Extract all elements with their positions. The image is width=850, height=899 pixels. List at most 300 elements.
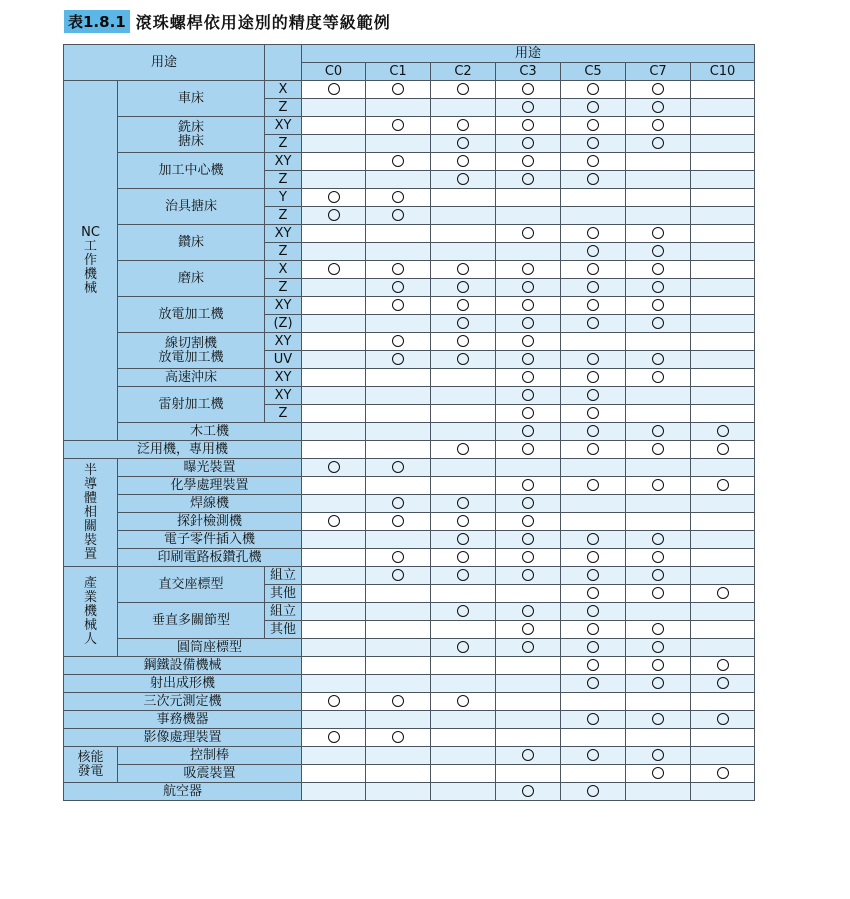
accuracy-grade-table: [63, 44, 755, 801]
application-label: [118, 639, 302, 657]
grade-cell-c5: [561, 621, 626, 639]
category-char: 半: [83, 462, 97, 478]
grade-cell-c3: [496, 729, 561, 747]
grade-cell-c3: [496, 99, 561, 117]
circle-mark-icon: [652, 767, 664, 779]
circle-mark-icon: [652, 569, 664, 581]
application-label: [118, 531, 302, 549]
application-label: [64, 783, 302, 801]
grade-cell-c0: [302, 135, 366, 153]
axis-label: X: [265, 81, 302, 99]
circle-mark-icon: [522, 551, 534, 563]
grade-header-c7: C7: [626, 63, 691, 81]
circle-mark-icon: [392, 83, 404, 95]
circle-mark-icon: [652, 641, 664, 653]
table-row: [64, 765, 755, 783]
table-row: [64, 369, 755, 387]
grade-cell-c5: [561, 477, 626, 495]
circle-mark-icon: [457, 335, 469, 347]
circle-mark-icon: [522, 137, 534, 149]
grade-cell-c1: [366, 711, 431, 729]
grade-header-c1: C1: [366, 63, 431, 81]
table-row: [64, 117, 755, 135]
grade-cell-c10: [691, 603, 755, 621]
grade-cell-c1: [366, 135, 431, 153]
axis-label: XY: [265, 117, 302, 135]
application-label-line: 事務機器: [156, 711, 209, 727]
axis-label: 其他: [265, 621, 302, 639]
grade-cell-c7: [626, 693, 691, 711]
circle-mark-icon: [522, 515, 534, 527]
circle-mark-icon: [717, 587, 729, 599]
circle-mark-icon: [652, 551, 664, 563]
circle-mark-icon: [457, 263, 469, 275]
circle-mark-icon: [587, 83, 599, 95]
application-label: [118, 459, 302, 477]
grade-cell-c10: [691, 693, 755, 711]
application-label-line: 航空器: [162, 783, 202, 799]
grade-cell-c5: [561, 711, 626, 729]
grade-cell-c7: [626, 171, 691, 189]
grade-cell-c5: [561, 405, 626, 423]
category-label: [64, 567, 118, 657]
table-number: 表1.8.1: [64, 10, 130, 33]
axis-label: XY: [265, 153, 302, 171]
category-label: [64, 459, 118, 567]
category-char: 導: [83, 476, 97, 492]
grade-cell-c3: [496, 225, 561, 243]
circle-mark-icon: [392, 263, 404, 275]
grade-cell-c10: [691, 153, 755, 171]
grade-cell-c5: [561, 261, 626, 279]
circle-mark-icon: [522, 371, 534, 383]
grade-cell-c10: [691, 675, 755, 693]
grade-cell-c7: [626, 729, 691, 747]
grade-cell-c0: [302, 189, 366, 207]
header-row-top: [64, 45, 755, 63]
grade-cell-c10: [691, 783, 755, 801]
application-label: [118, 153, 265, 189]
application-label-line: 鑽床: [177, 234, 204, 250]
grade-cell-c10: [691, 441, 755, 459]
table-row: [64, 387, 755, 405]
grade-cell-c2: [431, 171, 496, 189]
table-row: [64, 441, 755, 459]
grade-cell-c3: [496, 261, 561, 279]
grade-cell-c5: [561, 675, 626, 693]
grade-cell-c2: [431, 315, 496, 333]
grade-cell-c10: [691, 513, 755, 531]
grade-cell-c7: [626, 711, 691, 729]
circle-mark-icon: [457, 119, 469, 131]
grade-cell-c0: [302, 639, 366, 657]
circle-mark-icon: [587, 479, 599, 491]
grade-cell-c1: [366, 351, 431, 369]
application-label: [118, 495, 302, 513]
grade-cell-c7: [626, 117, 691, 135]
grade-cell-c1: [366, 405, 431, 423]
circle-mark-icon: [652, 227, 664, 239]
grade-cell-c5: [561, 99, 626, 117]
circle-mark-icon: [392, 353, 404, 365]
grade-cell-c0: [302, 207, 366, 225]
grade-cell-c3: [496, 459, 561, 477]
category-char: 機: [83, 266, 97, 282]
application-label-line: 化學處理裝置: [170, 477, 249, 493]
circle-mark-icon: [587, 353, 599, 365]
grade-cell-c7: [626, 315, 691, 333]
table-row: [64, 675, 755, 693]
circle-mark-icon: [522, 425, 534, 437]
table-row: [64, 783, 755, 801]
grade-cell-c10: [691, 135, 755, 153]
circle-mark-icon: [522, 569, 534, 581]
grade-cell-c7: [626, 459, 691, 477]
grade-cell-c5: [561, 549, 626, 567]
circle-mark-icon: [392, 281, 404, 293]
grade-cell-c5: [561, 243, 626, 261]
axis-label: Z: [265, 135, 302, 153]
circle-mark-icon: [652, 263, 664, 275]
circle-mark-icon: [522, 497, 534, 509]
axis-label: XY: [265, 369, 302, 387]
application-label: [118, 189, 265, 225]
application-label-line: 治具搪床: [164, 198, 217, 214]
grade-cell-c2: [431, 765, 496, 783]
application-label: [64, 657, 302, 675]
grade-cell-c0: [302, 117, 366, 135]
circle-mark-icon: [652, 623, 664, 635]
circle-mark-icon: [587, 533, 599, 545]
application-label-line: 曝光裝置: [183, 459, 236, 475]
grade-cell-c10: [691, 207, 755, 225]
grade-cell-c10: [691, 549, 755, 567]
grade-cell-c0: [302, 729, 366, 747]
circle-mark-icon: [328, 83, 340, 95]
grade-cell-c7: [626, 333, 691, 351]
application-label-line: 磨床: [177, 270, 204, 286]
grade-cell-c2: [431, 603, 496, 621]
grade-cell-c10: [691, 585, 755, 603]
grade-cell-c7: [626, 297, 691, 315]
circle-mark-icon: [652, 281, 664, 293]
grade-cell-c7: [626, 99, 691, 117]
circle-mark-icon: [652, 479, 664, 491]
grade-cell-c7: [626, 657, 691, 675]
grade-cell-c2: [431, 783, 496, 801]
grade-cell-c10: [691, 657, 755, 675]
circle-mark-icon: [652, 749, 664, 761]
application-label: [118, 423, 302, 441]
circle-mark-icon: [587, 677, 599, 689]
grade-cell-c3: [496, 81, 561, 99]
grade-cell-c1: [366, 477, 431, 495]
grade-cell-c2: [431, 513, 496, 531]
grade-cell-c1: [366, 369, 431, 387]
application-label-line: 吸震裝置: [183, 765, 236, 781]
grade-cell-c0: [302, 783, 366, 801]
grade-cell-c10: [691, 261, 755, 279]
grade-cell-c0: [302, 387, 366, 405]
circle-mark-icon: [457, 569, 469, 581]
grade-cell-c1: [366, 297, 431, 315]
grade-cell-c10: [691, 351, 755, 369]
category-char: 工: [83, 238, 97, 254]
grade-cell-c3: [496, 621, 561, 639]
grade-cell-c2: [431, 621, 496, 639]
circle-mark-icon: [522, 281, 534, 293]
category-char: 相: [83, 504, 97, 520]
circle-mark-icon: [717, 479, 729, 491]
grade-cell-c1: [366, 567, 431, 585]
grade-cell-c7: [626, 225, 691, 243]
circle-mark-icon: [587, 101, 599, 113]
grade-cell-c5: [561, 747, 626, 765]
circle-mark-icon: [457, 281, 469, 293]
axis-label: 其他: [265, 585, 302, 603]
axis-label: XY: [265, 333, 302, 351]
circle-mark-icon: [392, 191, 404, 203]
grade-cell-c2: [431, 297, 496, 315]
grade-cell-c5: [561, 657, 626, 675]
grade-cell-c7: [626, 513, 691, 531]
grade-cell-c0: [302, 297, 366, 315]
table-row: [64, 693, 755, 711]
grade-cell-c3: [496, 333, 561, 351]
grade-cell-c1: [366, 333, 431, 351]
axis-label: UV: [265, 351, 302, 369]
grade-cell-c10: [691, 81, 755, 99]
grade-cell-c2: [431, 117, 496, 135]
grade-cell-c7: [626, 765, 691, 783]
grade-cell-c2: [431, 711, 496, 729]
grade-cell-c3: [496, 513, 561, 531]
grade-cell-c0: [302, 531, 366, 549]
table-caption: 滾珠螺桿依用途別的精度等級範例: [135, 12, 391, 32]
grade-cell-c0: [302, 657, 366, 675]
grade-cell-c3: [496, 549, 561, 567]
grade-cell-c3: [496, 405, 561, 423]
table-row: [64, 153, 755, 171]
grade-cell-c3: [496, 279, 561, 297]
circle-mark-icon: [522, 443, 534, 455]
axis-label: (Z): [265, 315, 302, 333]
grade-cell-c7: [626, 549, 691, 567]
grade-cell-c1: [366, 585, 431, 603]
usage-header-right: 用途: [302, 45, 755, 63]
circle-mark-icon: [328, 209, 340, 221]
circle-mark-icon: [522, 785, 534, 797]
grade-cell-c1: [366, 153, 431, 171]
circle-mark-icon: [652, 371, 664, 383]
grade-cell-c0: [302, 747, 366, 765]
grade-cell-c3: [496, 153, 561, 171]
circle-mark-icon: [587, 587, 599, 599]
application-label-line: 焊線機: [189, 495, 229, 511]
circle-mark-icon: [392, 119, 404, 131]
table-row: [64, 423, 755, 441]
grade-cell-c1: [366, 225, 431, 243]
circle-mark-icon: [522, 83, 534, 95]
grade-cell-c10: [691, 333, 755, 351]
grade-cell-c10: [691, 387, 755, 405]
grade-cell-c1: [366, 81, 431, 99]
circle-mark-icon: [652, 101, 664, 113]
grade-cell-c0: [302, 225, 366, 243]
grade-cell-c5: [561, 207, 626, 225]
circle-mark-icon: [587, 749, 599, 761]
grade-header-c3: C3: [496, 63, 561, 81]
circle-mark-icon: [652, 677, 664, 689]
grade-cell-c1: [366, 747, 431, 765]
application-label: [64, 729, 302, 747]
circle-mark-icon: [522, 317, 534, 329]
circle-mark-icon: [457, 695, 469, 707]
table-row: [64, 603, 755, 621]
table-row: [64, 657, 755, 675]
circle-mark-icon: [587, 443, 599, 455]
grade-cell-c10: [691, 189, 755, 207]
grade-cell-c7: [626, 261, 691, 279]
circle-mark-icon: [328, 515, 340, 527]
grade-cell-c1: [366, 117, 431, 135]
application-label: [118, 117, 265, 153]
axis-label: 組立: [265, 603, 302, 621]
grade-cell-c0: [302, 621, 366, 639]
grade-cell-c10: [691, 747, 755, 765]
grade-cell-c5: [561, 513, 626, 531]
category-char: 作: [83, 252, 97, 268]
circle-mark-icon: [587, 119, 599, 131]
grade-cell-c10: [691, 729, 755, 747]
table-row: [64, 495, 755, 513]
grade-cell-c5: [561, 495, 626, 513]
circle-mark-icon: [392, 569, 404, 581]
grade-cell-c10: [691, 369, 755, 387]
circle-mark-icon: [652, 587, 664, 599]
grade-cell-c5: [561, 387, 626, 405]
grade-cell-c2: [431, 639, 496, 657]
grade-cell-c0: [302, 153, 366, 171]
application-label-line: 加工中心機: [158, 162, 224, 178]
circle-mark-icon: [587, 407, 599, 419]
circle-mark-icon: [457, 353, 469, 365]
grade-cell-c3: [496, 693, 561, 711]
circle-mark-icon: [652, 659, 664, 671]
grade-cell-c3: [496, 315, 561, 333]
circle-mark-icon: [522, 749, 534, 761]
grade-cell-c10: [691, 99, 755, 117]
grade-cell-c1: [366, 693, 431, 711]
table-row: [64, 639, 755, 657]
circle-mark-icon: [522, 263, 534, 275]
category-char: 體: [83, 490, 97, 506]
grade-cell-c0: [302, 405, 366, 423]
circle-mark-icon: [652, 425, 664, 437]
grade-cell-c3: [496, 351, 561, 369]
grade-cell-c0: [302, 369, 366, 387]
circle-mark-icon: [457, 299, 469, 311]
grade-cell-c0: [302, 711, 366, 729]
grade-cell-c3: [496, 495, 561, 513]
grade-cell-c3: [496, 441, 561, 459]
circle-mark-icon: [328, 461, 340, 473]
application-label: [118, 261, 265, 297]
grade-cell-c5: [561, 441, 626, 459]
grade-cell-c7: [626, 189, 691, 207]
grade-cell-c1: [366, 621, 431, 639]
application-label: [118, 513, 302, 531]
circle-mark-icon: [652, 317, 664, 329]
grade-cell-c10: [691, 423, 755, 441]
axis-label: XY: [265, 387, 302, 405]
grade-cell-c3: [496, 387, 561, 405]
grade-cell-c5: [561, 603, 626, 621]
grade-cell-c0: [302, 315, 366, 333]
category-char: 核能: [77, 749, 104, 765]
grade-cell-c0: [302, 81, 366, 99]
grade-cell-c10: [691, 639, 755, 657]
grade-cell-c1: [366, 513, 431, 531]
grade-cell-c10: [691, 297, 755, 315]
circle-mark-icon: [652, 83, 664, 95]
table-row: [64, 729, 755, 747]
axis-label: XY: [265, 297, 302, 315]
circle-mark-icon: [522, 641, 534, 653]
circle-mark-icon: [652, 245, 664, 257]
circle-mark-icon: [328, 191, 340, 203]
application-label: [118, 297, 265, 333]
grade-cell-c7: [626, 135, 691, 153]
grade-cell-c1: [366, 387, 431, 405]
circle-mark-icon: [457, 605, 469, 617]
grade-cell-c3: [496, 207, 561, 225]
grade-cell-c2: [431, 243, 496, 261]
category-char: 械: [83, 280, 97, 296]
grade-cell-c5: [561, 369, 626, 387]
circle-mark-icon: [587, 389, 599, 401]
grade-cell-c7: [626, 639, 691, 657]
category-char: NC: [81, 224, 100, 240]
circle-mark-icon: [457, 641, 469, 653]
grade-cell-c5: [561, 117, 626, 135]
grade-cell-c2: [431, 585, 496, 603]
grade-cell-c7: [626, 783, 691, 801]
grade-cell-c5: [561, 423, 626, 441]
circle-mark-icon: [587, 245, 599, 257]
circle-mark-icon: [652, 353, 664, 365]
grade-cell-c7: [626, 585, 691, 603]
axis-label: Z: [265, 405, 302, 423]
grade-cell-c1: [366, 279, 431, 297]
grade-cell-c1: [366, 261, 431, 279]
grade-cell-c1: [366, 459, 431, 477]
grade-cell-c2: [431, 225, 496, 243]
application-label: [118, 477, 302, 495]
application-label-line: 探針檢測機: [176, 513, 242, 529]
grade-cell-c0: [302, 459, 366, 477]
grade-cell-c1: [366, 189, 431, 207]
grade-cell-c5: [561, 297, 626, 315]
grade-cell-c1: [366, 495, 431, 513]
grade-cell-c5: [561, 729, 626, 747]
grade-cell-c5: [561, 639, 626, 657]
grade-cell-c5: [561, 459, 626, 477]
circle-mark-icon: [522, 335, 534, 347]
grade-cell-c3: [496, 171, 561, 189]
circle-mark-icon: [652, 137, 664, 149]
grade-cell-c3: [496, 603, 561, 621]
